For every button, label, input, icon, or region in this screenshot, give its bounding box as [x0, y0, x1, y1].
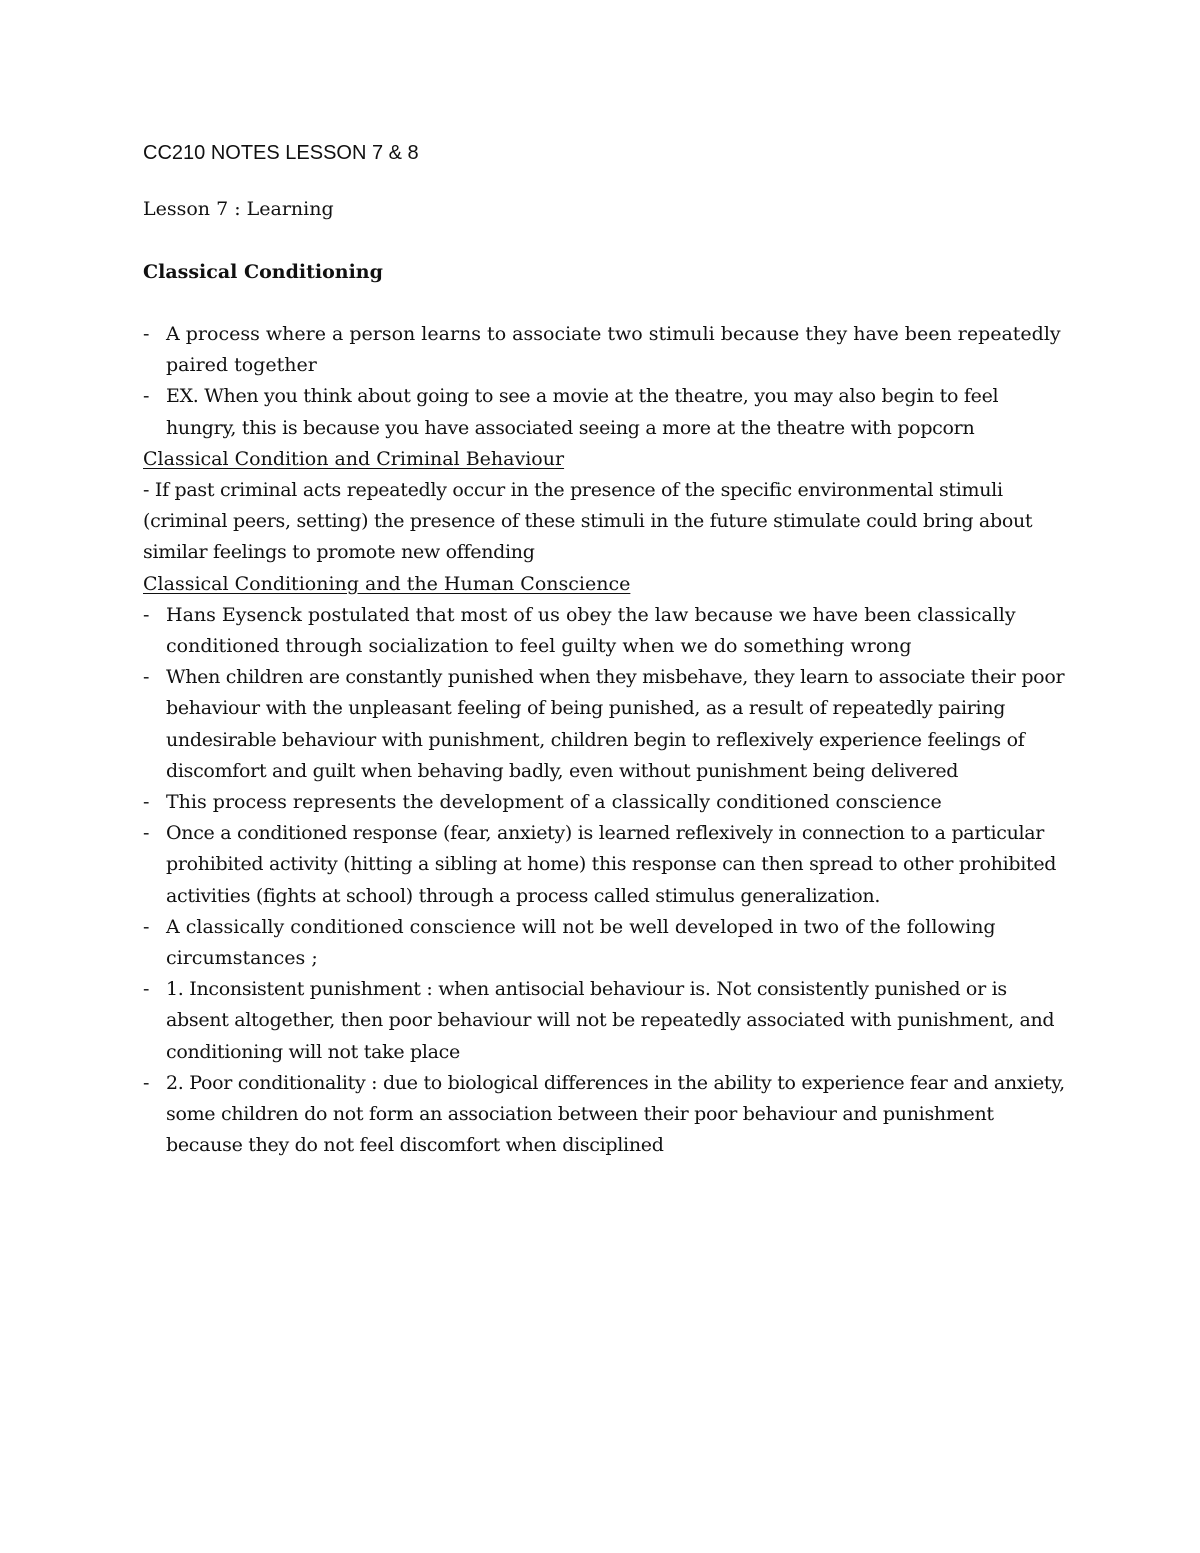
- bullet-marker: -: [143, 603, 150, 626]
- bullet-text: EX. When you think about going to see a movie at the theatre, you may also begin to feel hungry, this is because you have associated seeing a more at the theatre with popcorn: [166, 385, 999, 439]
- list-item: [143, 974, 1068, 1068]
- list-item: [143, 912, 1068, 974]
- list-item: [143, 600, 1068, 662]
- document-body: [143, 319, 1068, 1161]
- list-item: [143, 319, 1068, 381]
- list-item: [143, 1068, 1068, 1162]
- subheading-criminal-behaviour: Classical Condition and Criminal Behaviour: [143, 447, 565, 470]
- bullet-text: A process where a person learns to associate two stimuli because they have been repeatedly paired together: [166, 323, 1061, 377]
- intro-bullet-list: [143, 319, 1068, 444]
- list-item: [143, 381, 1068, 443]
- lesson-heading: Lesson 7 : Learning: [143, 198, 334, 220]
- bullet-text: This process represents the development of a classically conditioned conscience: [166, 791, 942, 814]
- bullet-marker: -: [143, 791, 150, 814]
- section-heading: Classical Conditioning: [143, 261, 383, 283]
- bullet-text: Hans Eysenck postulated that most of us obey the law because we have been classically conditioned through socialization to feel guilty when we do something wrong: [166, 603, 1016, 658]
- bullet-text: Once a conditioned response (fear, anxiety) is learned reflexively in connection to a particular prohibited activity (hitting a sibling at home) this response can then spread to other prohibited activities (fights at school) through a process called stimulus generalization.: [166, 822, 1057, 907]
- bullet-marker: -: [143, 666, 150, 689]
- bullet-marker: -: [143, 385, 150, 408]
- bullet-marker: -: [143, 822, 150, 845]
- list-item: [143, 787, 1068, 818]
- bullet-marker: -: [143, 915, 150, 938]
- bullet-marker: -: [143, 978, 150, 1001]
- conscience-bullet-list: [143, 600, 1068, 1162]
- bullet-text: A classically conditioned conscience will not be well developed in two of the following circumstances ;: [166, 915, 996, 970]
- list-item: [143, 818, 1068, 912]
- bullet-marker: -: [143, 1071, 150, 1094]
- bullet-text: 1. Inconsistent punishment : when antisocial behaviour is. Not consistently punished or is absent altogether, then poor behaviour will not be repeatedly associated with punishment, and conditioning will not take place: [166, 978, 1055, 1063]
- criminal-behaviour-paragraph: - If past criminal acts repeatedly occur in the presence of the specific environmental stimuli (criminal peers, setting) the presence of these stimuli in the future stimulate could bring about similar feelings to promote new offending: [143, 479, 1033, 564]
- subheading-human-conscience: Classical Conditioning and the Human Conscience: [143, 572, 631, 595]
- document-title: CC210 NOTES LESSON 7 & 8: [143, 142, 419, 164]
- list-item: [143, 662, 1068, 787]
- bullet-text: When children are constantly punished when they misbehave, they learn to associate their poor behaviour with the unpleasant feeling of being punished, as a result of repeatedly pairing undesirable behaviour with punishment, children begin to reflexively experience feelings of discomfort and guilt when behaving badly, even without punishment being delivered: [166, 666, 1065, 782]
- bullet-marker: -: [143, 323, 150, 345]
- bullet-text: 2. Poor conditionality : due to biological differences in the ability to experience fear and anxiety, some children do not form an association between their poor behaviour and punishment because they do not feel discomfort when disciplined: [166, 1071, 1065, 1157]
